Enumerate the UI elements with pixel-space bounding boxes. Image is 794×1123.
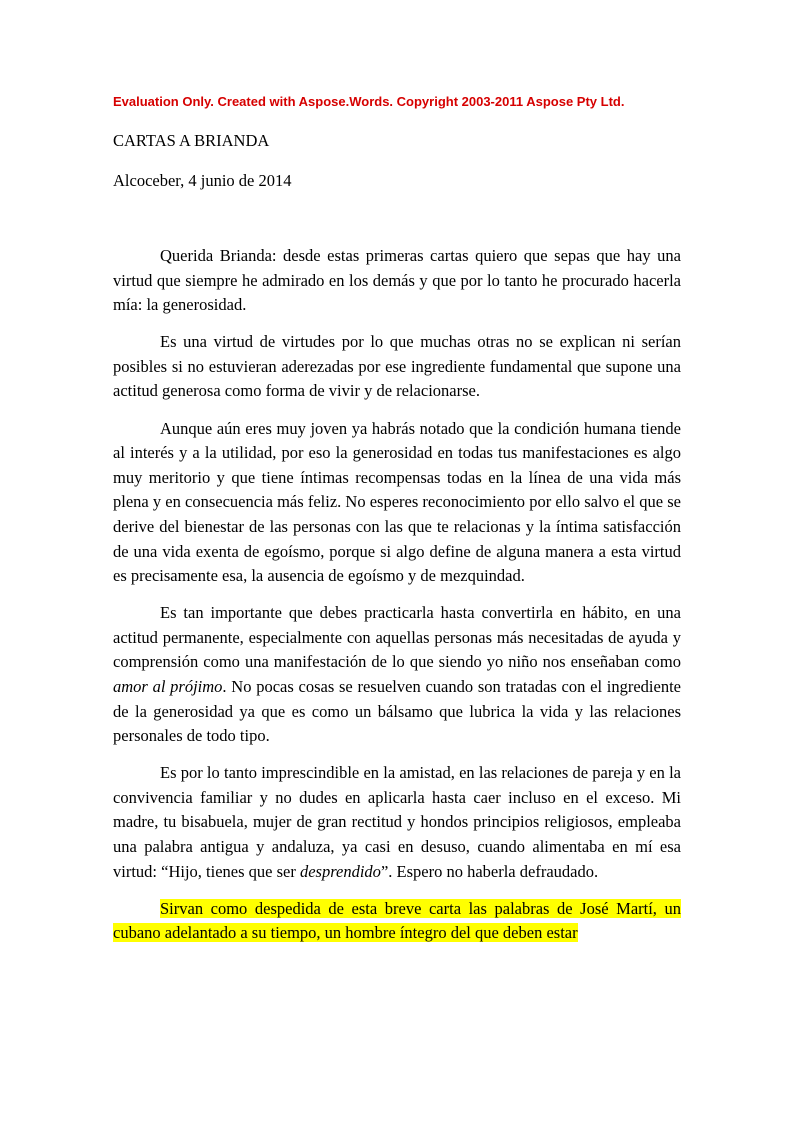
paragraph-1: Querida Brianda: desde estas primeras cartas quiero que sepas que hay una virtud que siempre he admirado en los demás y que por lo tanto he procurado hacerla mía: la generosidad. (113, 246, 681, 315)
paragraph-3: Aunque aún eres muy joven ya habrás notado que la condición humana tiende al interés y a la utilidad, por eso la generosidad en todas tus manifestaciones es algo muy meritorio y que tiene íntimas recompensas todas en la línea de una vida más plena y en consecuencia más feliz. No esperes reconocimiento por ello salvo el que se derive del bienestar de las personas con las que te relacionas y la íntima satisfacción de una vida exenta de egoísmo, porque si algo define de alguna manera a esta virtud es precisamente esa, la ausencia de egoísmo y de mezquindad. (113, 418, 681, 586)
paragraph-4-text-end: . No pocas cosas se resuelven cuando son tratadas con el ingrediente de la generosidad ya que es como un bálsamo que lubrica la vida y las relaciones personales de todo tipo. (113, 677, 681, 746)
paragraph-4-text-start: Es tan importante que debes practicarla hasta convertirla en hábito, en una actitud permanente, especialmente con aquellas personas más necesitadas de ayuda y comprensión como una manifestación de lo que siendo yo niño nos enseñaban como (113, 603, 681, 672)
paragraph-4-italic-phrase: amor al prójimo (113, 677, 223, 696)
document-title: CARTAS A BRIANDA (113, 131, 270, 150)
paragraph-5-italic-word: desprendido (299, 861, 381, 881)
document-date: Alcoceber, 4 junio de 2014 (113, 171, 292, 190)
paragraph-5 (113, 761, 681, 884)
paragraph-5-text-start: Es por lo tanto imprescindible en la amistad, en las relaciones de pareja y en la convivencia familiar y no dudes en aplicarla hasta caer incluso en el exceso. Mi madre, tu bisabuela, mujer de gran rectitud y hondos principios religiosos, empleaba una palabra antigua y andaluza, ya casi en desuso, cuando alimentaba en mí esa virtud: “Hijo, tienes que ser (113, 763, 681, 881)
paragraph-5-text-end: ”. Espero no haberla defraudado. (380, 861, 599, 881)
letter-body (113, 244, 681, 958)
highlighted-text: Sirvan como despedida de esta breve carta las palabras de José Martí, un cubano adelantado a su tiempo, un hombre íntegro del que deben estar (113, 898, 681, 943)
evaluation-watermark: Evaluation Only. Created with Aspose.Words. Copyright 2003-2011 Aspose Pty Ltd. (113, 94, 625, 109)
paragraph-6 (113, 897, 681, 946)
paragraph-4 (113, 601, 681, 749)
paragraph-2: Es una virtud de virtudes por lo que muchas otras no se explican ni serían posibles si no estuvieran aderezadas por ese ingrediente fundamental que supone una actitud generosa como forma de vivir y de relacionarse. (113, 332, 681, 401)
